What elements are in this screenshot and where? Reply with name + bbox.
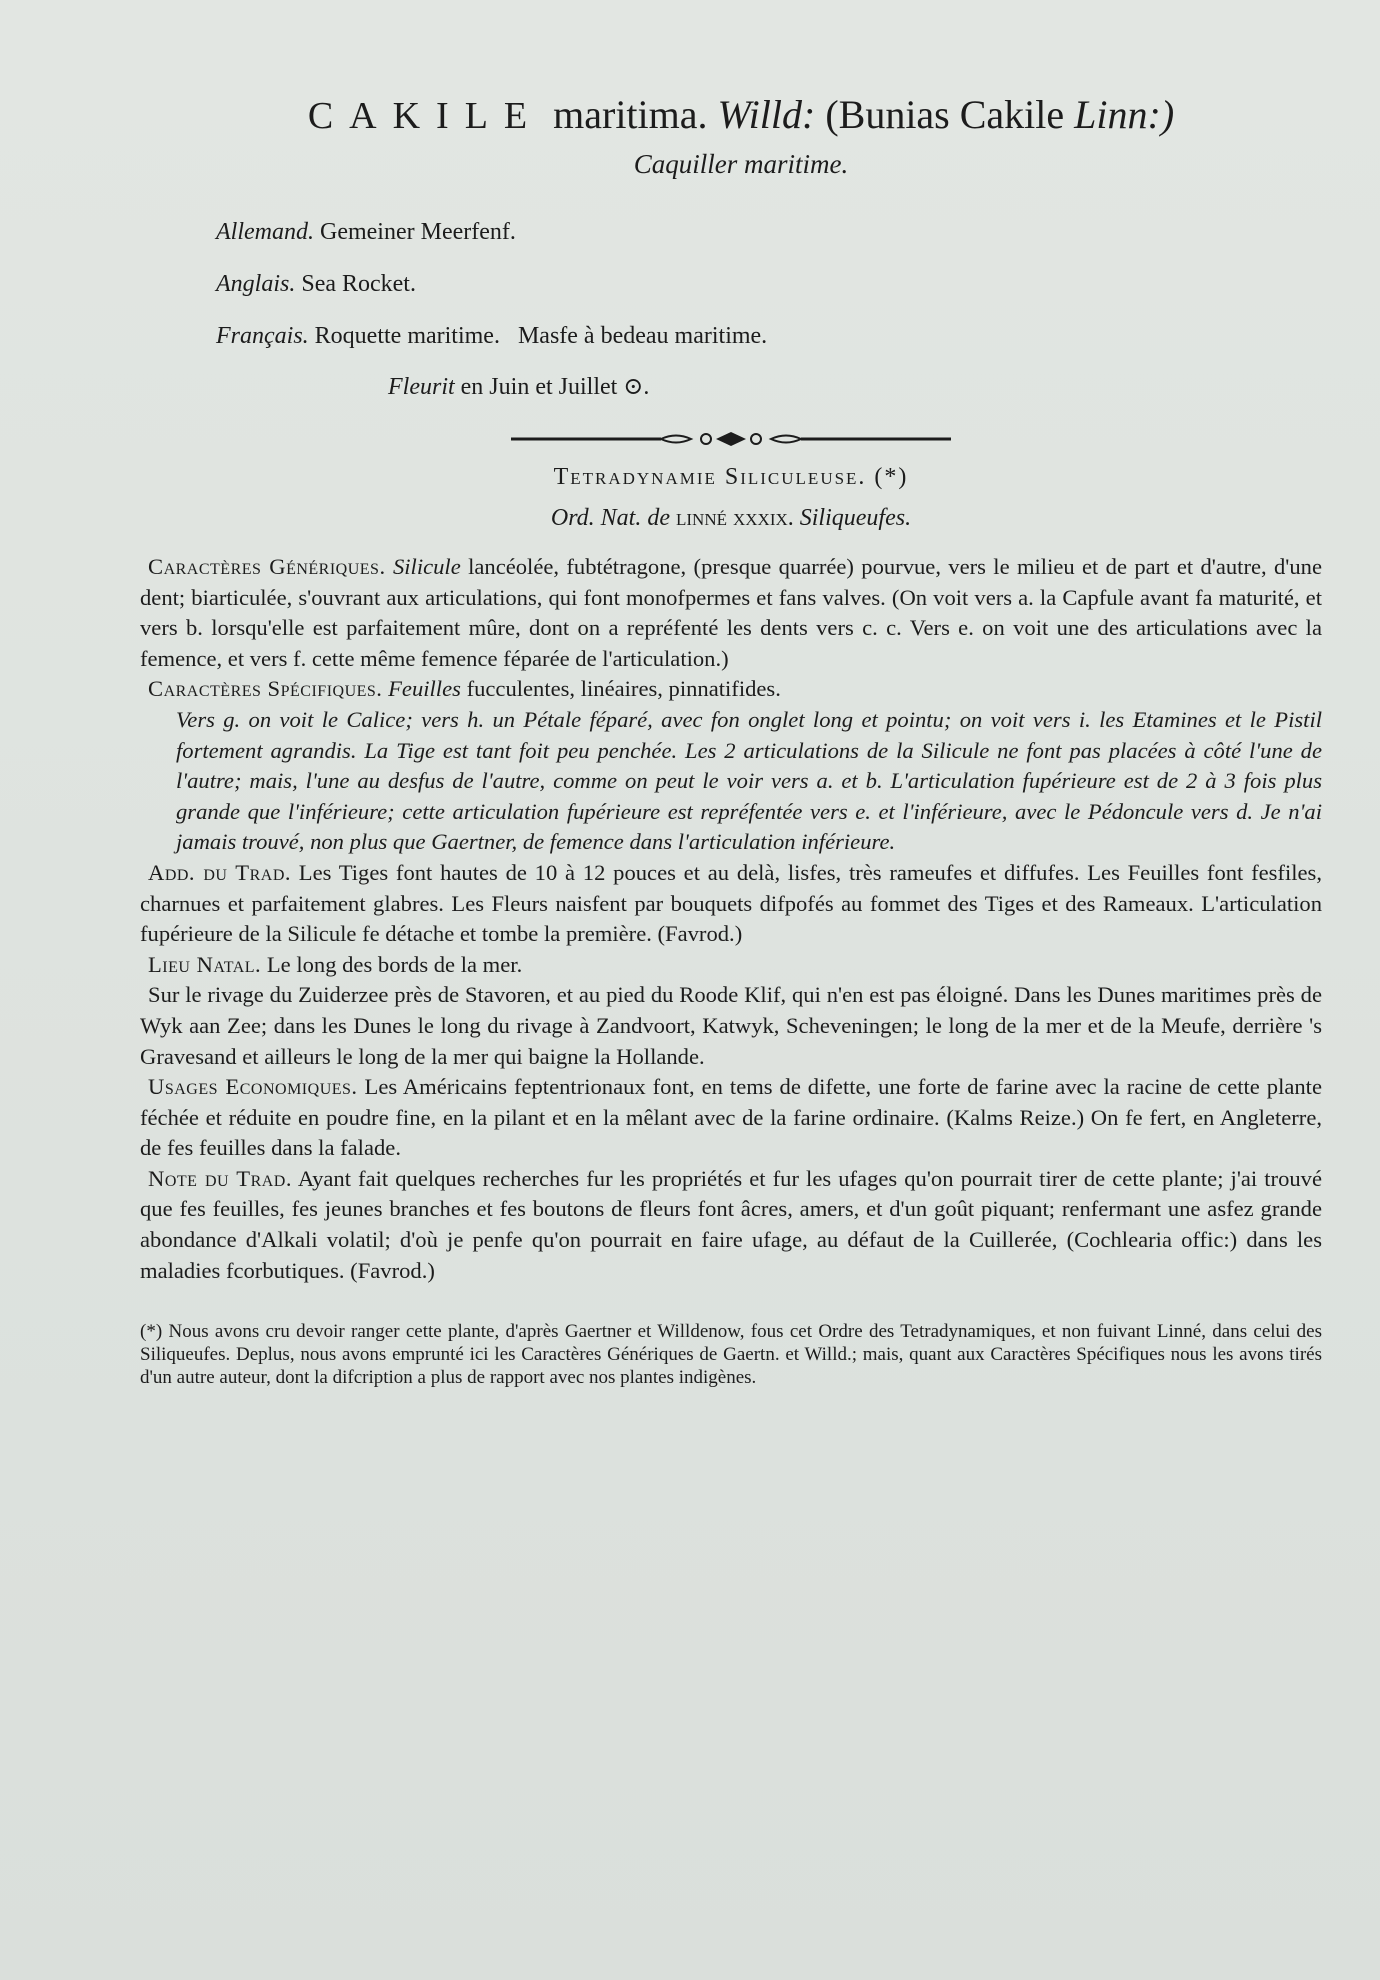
native-habitat <box>140 950 1322 981</box>
section-heading: Caractères Génériques. <box>148 554 386 579</box>
section-text: Les Américains feptentrionaux font, en tems de difette, une forte de farine avec la racine de cette plante féchée et réduite en poudre fine, en la pilant et en la mêlant avec de la farine ordinaire. (Kalms Reize.) On fe fert, en Angleterre, de fes feuilles dans la falade. <box>140 1074 1322 1161</box>
genus-name: CAKILE <box>307 95 544 137</box>
vernacular-name: Gemeiner Meerfenf. <box>319 219 516 245</box>
ornament-divider-icon <box>511 428 951 450</box>
specific-characters <box>140 674 1322 705</box>
linnaean-class: Tetradynamie Siliculeuse. (*) <box>553 464 909 490</box>
footnote: (*) Nous avons cru devoir ranger cette plante, d'après Gaertner et Willdenow, fous cet Ordre des Tetradynamiques, et non fuivant Linné, dans celui des Siliqueufes. Deplus, nous avons emprunté ici les Caractères Génériques de Gaertn. et Willd.; mais, quant aux Caractères Spécifiques nous les avons tirés d'un autre auteur, dont la difcription a plus de rapport avec nos plantes indigènes. <box>140 1321 1322 1389</box>
synonym: (Bunias Cakile <box>825 92 1065 137</box>
term: Feuilles <box>388 676 461 702</box>
section-text: Les Tiges font hautes de 10 à 12 pouces et au delà, lisfes, très rameufes et diffufes. Les Feuilles font fesfiles, charnues et parfaitement glabres. Les Fleurs naisfent par bouquets difpofés au fommet des Tiges et des Rameaux. L'articulation fupérieure de la Silicule fe détache et tombe la première. (Favrod.) <box>140 859 1322 947</box>
description-body <box>140 552 1322 1286</box>
language-label: Anglais. <box>216 271 296 297</box>
species-name: maritima. <box>553 92 708 137</box>
section-text: lancéolée, fubtétragone, (presque quarrée) pourvue, vers le milieu et de part et d'autre, d'une dent; biarticulée, s'ouvrant aux articulations, qui font monofpermes et fans valves. (On voit vers a. la Capfule avant fa maturité, et vers b. lorsqu'elle est parfaitement mûre, dont on a repréfenté les dents vers c. c. Vers e. on voit une des articulations avec la femence, et vers f. cette même femence féparée de l'articulation.) <box>140 554 1322 671</box>
section-heading: Usages Economiques. <box>148 1074 358 1100</box>
section-heading: Note du Trad. <box>148 1165 292 1191</box>
term: Silicule <box>392 554 461 579</box>
section-heading: Lieu Natal. <box>148 951 262 977</box>
order-label: Ord. Nat. de <box>550 505 670 531</box>
flowering-period <box>388 362 1322 412</box>
flowering-label: Fleurit <box>388 374 455 400</box>
economic-uses <box>140 1072 1322 1164</box>
vernacular-names <box>216 206 1322 362</box>
generic-characters <box>140 552 1322 674</box>
translator-note <box>140 1164 1322 1286</box>
language-label: Français. <box>216 323 309 349</box>
section-heading: Add. du Trad. <box>148 859 292 885</box>
vernacular-row <box>216 310 1322 362</box>
author-abbrev: Willd: <box>717 92 816 137</box>
order-author: linné xxxix. <box>676 505 794 531</box>
synonym-author: Linn:) <box>1074 92 1175 137</box>
vernacular-name: Roquette maritime. Masfe à bedeau maritime. <box>314 323 768 349</box>
translator-addition <box>140 858 1322 950</box>
figure-explanation: Vers g. on voit le Calice; vers h. un Pétale féparé, avec fon onglet long et pointu; on voit vers i. les Etamines et le Pistil fortement agrandis. La Tige est tant foit peu penchée. Les 2 articulations de la Silicule ne font pas placées à côté l'une de l'autre; mais, l'une au desfus de l'autre, comme on peut le voir vers a. et b. L'articulation fupérieure est de 2 à 3 fois plus grande que l'inférieure; cette articulation fupérieure est repréfentée vers e. et l'inférieure, avec le Pédoncule vers d. Je n'ai jamais trouvé, non plus que Gaertner, de femence dans l'articulation inférieure. <box>176 706 1322 855</box>
language-label: Allemand. <box>216 219 314 245</box>
vernacular-row <box>216 206 1322 258</box>
natural-order <box>140 505 1322 532</box>
flowering-text: en Juin et Juillet ⊙. <box>460 374 650 400</box>
localities: Sur le rivage du Zuiderzee près de Stavoren, et au pied du Roode Klif, qui n'en est pas éloigné. Dans les Dunes maritimes près de Wyk aan Zee; dans les Dunes le long du rivage à Zandvoort, Katwyk, Scheveningen; le long de la mer et de la Meufe, derrière 's Gravesand et ailleurs le long de la mer qui baigne la Hollande. <box>140 982 1322 1069</box>
section-text: fucculentes, linéaires, pinnatifides. <box>466 676 781 702</box>
section-heading: Caractères Spécifiques. <box>148 676 383 702</box>
french-common-name: Caquiller maritime. <box>633 149 849 179</box>
order-name: Siliqueufes. <box>799 505 912 531</box>
page-title <box>140 92 1322 139</box>
vernacular-name: Sea Rocket. <box>301 271 416 297</box>
vernacular-row <box>216 258 1322 310</box>
section-text: Ayant fait quelques recherches fur les propriétés et fur les ufages qu'on pourrait tirer de cette plante; j'ai trouvé que fes feuilles, fes jeunes branches et fes boutons de fleurs font âcres, amers, et d'un goût piquant; renfermant une asfez grande abondance d'Alkali volatil; d'où je penfe qu'on pourrait en faire ufage, au défaut de la Cuillerée, (Cochlearia offic:) dans les maladies fcorbutiques. (Favrod.) <box>140 1165 1322 1283</box>
section-text: Le long des bords de la mer. <box>266 951 523 977</box>
